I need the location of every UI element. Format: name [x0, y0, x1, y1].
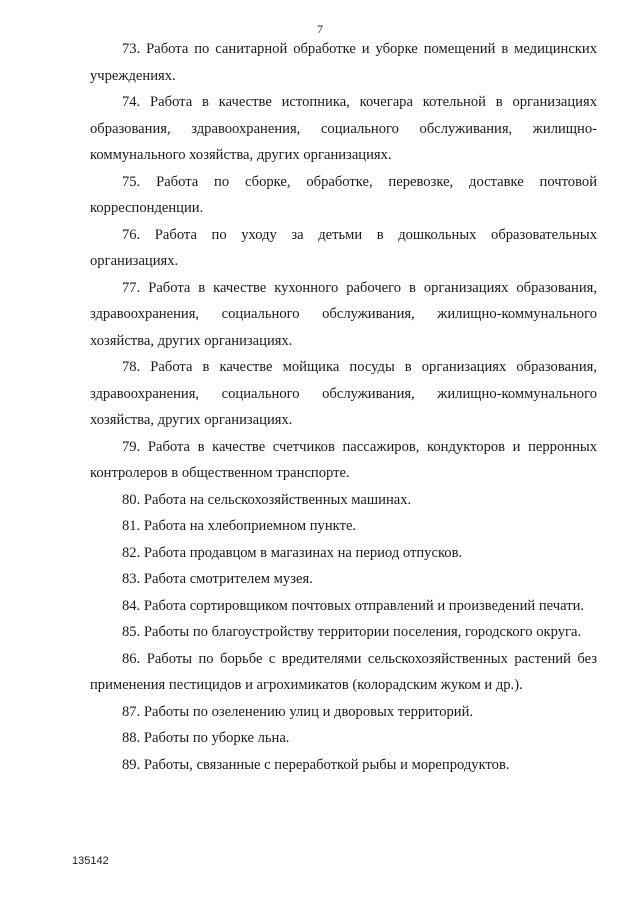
list-item: 86. Работы по борьбе с вредителями сельскохозяйственных растений без применения пестицидов и агрохимикатов (колорадским жуком и др.). [90, 650, 597, 693]
list-item: 78. Работа в качестве мойщика посуды в организациях образования, здравоохранения, социального обслуживания, жилищно-коммунального хозяйства, других организациях. [90, 359, 597, 428]
list-item: 84. Работа сортировщиком почтовых отправлений и произведений печати. [122, 597, 585, 614]
list-item: 73. Работа по санитарной обработке и уборке помещений в медицинских учреждениях. [90, 41, 597, 84]
list-item: 75. Работа по сборке, обработке, перевозке, доставке почтовой корреспонденции. [90, 173, 597, 216]
list-item: 80. Работа на сельскохозяйственных машинах. [122, 491, 412, 508]
list-item: 88. Работы по уборке льна. [122, 730, 290, 746]
list-item: 79. Работа в качестве счетчиков пассажиров, кондукторов и перронных контролеров в общественном транспорте. [90, 438, 597, 481]
list-item: 77. Работа в качестве кухонного рабочего в организациях образования, здравоохранения, социального обслуживания, жилищно-коммунального хозяйства, других организациях. [90, 279, 597, 349]
list-item: 76. Работа по уходу за детьми в дошкольных образовательных организациях. [90, 226, 597, 269]
list-item: 74. Работа в качестве истопника, кочегара котельной в организациях образования, здравоохранения, социального обслуживания, жилищно-коммунального хозяйства, других организациях. [90, 94, 597, 163]
list-item: 83. Работа смотрителем музея. [122, 571, 313, 587]
document-code: 135142 [72, 855, 109, 867]
page-number: 7 [317, 22, 323, 36]
list-item: 85. Работы по благоустройству территории поселения, городского округа. [122, 624, 582, 640]
list-item: 82. Работа продавцом в магазинах на период отпусков. [122, 544, 463, 561]
document-body [90, 36, 597, 778]
list-item: 89. Работы, связанные с переработкой рыбы и морепродуктов. [122, 756, 510, 773]
list-item: 81. Работа на хлебоприемном пункте. [122, 518, 357, 534]
list-item: 87. Работы по озеленению улиц и дворовых территорий. [122, 703, 474, 720]
